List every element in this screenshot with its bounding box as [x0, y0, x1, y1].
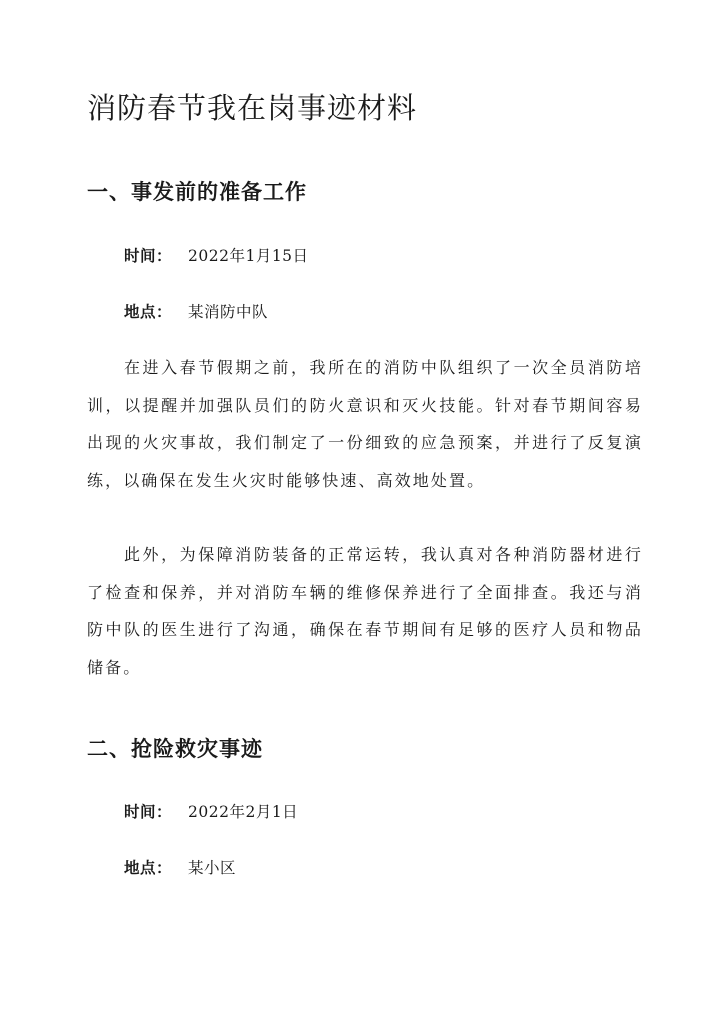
- time-value: 2022年1月15日: [188, 247, 309, 265]
- place-line: [124, 856, 236, 878]
- time-label: 时间：: [124, 246, 173, 265]
- time-label: 时间：: [124, 802, 173, 821]
- place-line: [124, 300, 268, 322]
- paragraph: 在进入春节假期之前，我所在的消防中队组织了一次全员消防培训，以提醒并加强队员们的防火意识和灭火技能。针对春节期间容易出现的火灾事故，我们制定了一份细致的应急预案，并进行了反复演练，以确保在发生火灾时能够快速、高效地处置。: [87, 358, 643, 490]
- time-line: [124, 244, 309, 266]
- time-value: 2022年2月1日: [188, 803, 299, 821]
- section-heading-rescue: 二、抢险救灾事迹: [87, 736, 263, 761]
- section-heading-preparation: 一、事发前的准备工作: [87, 179, 307, 204]
- place-value: 某消防中队: [188, 303, 269, 321]
- place-label: 地点：: [124, 302, 173, 321]
- place-label: 地点：: [124, 858, 173, 877]
- document-title: 消防春节我在岗事迹材料: [87, 91, 418, 125]
- paragraph: 此外，为保障消防装备的正常运转，我认真对各种消防器材进行了检查和保养，并对消防车辆的维修保养进行了全面排查。我还与消防中队的医生进行了沟通，确保在春节期间有足够的医疗人员和物品储备。: [87, 545, 643, 677]
- time-line: [124, 800, 298, 822]
- place-value: 某小区: [188, 859, 237, 877]
